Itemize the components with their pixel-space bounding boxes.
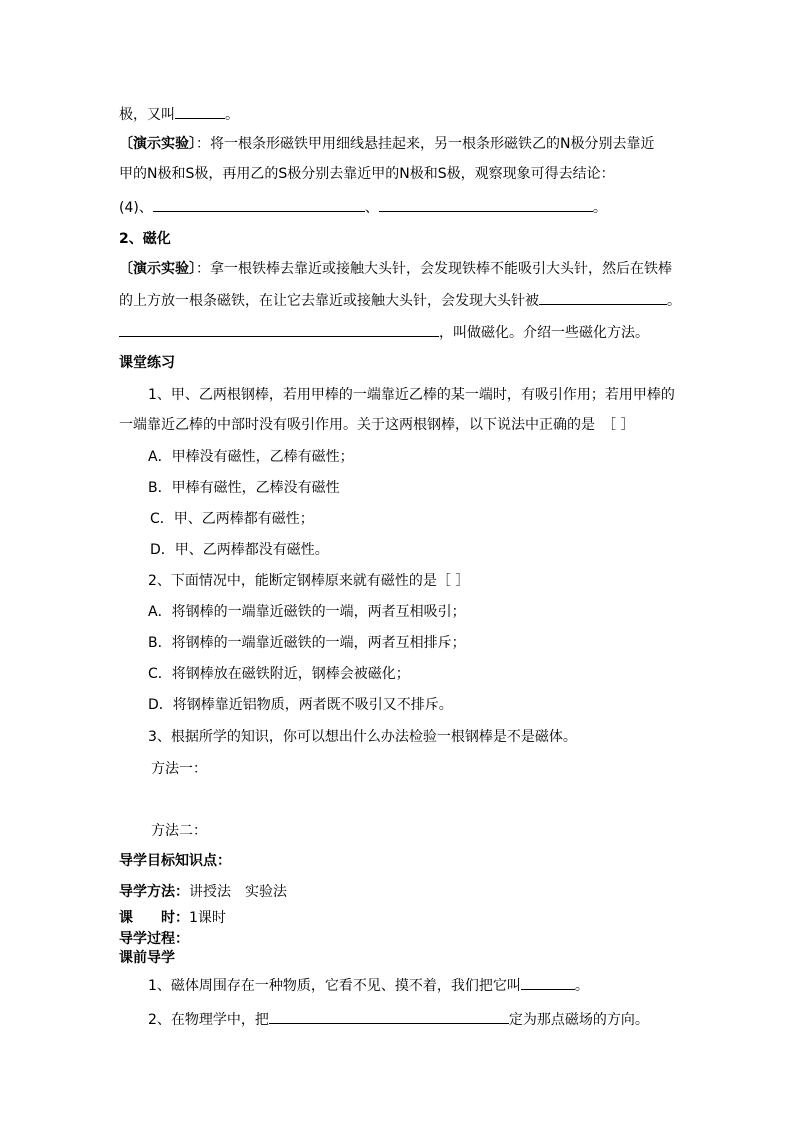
pre-class-label: 课前导学	[119, 950, 175, 966]
item-label: (4)、	[119, 200, 153, 216]
text-fragment: 、	[364, 200, 379, 216]
answer-blank[interactable]	[175, 104, 225, 119]
text-fragment: 。	[574, 978, 589, 994]
text-fragment: 1、磁体周围存在一种物质，它看不见、摸不着，我们把它叫	[148, 978, 521, 994]
text-fragment: ：拿一根铁棒去靠近或接触大头针，会发现铁棒不能吸引大头针，然后在铁棒	[196, 261, 672, 277]
answer-blank[interactable]	[379, 197, 593, 212]
text-line	[119, 164, 615, 184]
goal-label: 导学目标知识点：	[119, 853, 231, 869]
option-c: C．甲、乙两棒都有磁性；	[150, 511, 314, 527]
period-value: 1课时	[189, 910, 226, 926]
section-heading: 2、磁化	[119, 231, 171, 247]
question-text: 一端靠近乙棒的中部时没有吸引作用。关于这两根钢棒，以下说法中正确的是 ［ ］	[119, 417, 635, 433]
answer-blank[interactable]	[521, 975, 575, 990]
question-text: 2、下面情况中，能断定钢棒原来就有磁性的是［ ］	[148, 573, 470, 589]
text-line	[119, 322, 649, 343]
pre-question-1	[148, 975, 589, 996]
demo-experiment-line	[119, 134, 654, 154]
question-text: 3、根据所学的知识，你可以想出什么办法检验一根钢棒是不是磁体。	[148, 729, 577, 745]
text-fragment: 。	[667, 293, 681, 309]
answer-blank[interactable]	[539, 290, 667, 305]
item-4-line	[119, 197, 607, 218]
answer-blank[interactable]	[269, 1009, 509, 1024]
period-line	[119, 908, 226, 928]
pre-question-2	[148, 1009, 649, 1030]
method-value: 讲授法 实验法	[189, 884, 287, 900]
process-label: 导学过程：	[119, 931, 189, 947]
text-fragment: 。	[592, 200, 607, 216]
text-fragment: 的上方放一根条磁铁，在让它去靠近或接触大头针，会发现大头针被	[119, 293, 539, 309]
answer-blank[interactable]	[119, 322, 439, 337]
answer-blank[interactable]	[153, 197, 365, 212]
text-line	[119, 104, 239, 125]
text-fragment: 甲的N极和S极，再用乙的S极分别去靠近甲的N极和S极，观察现象可得去结论：	[119, 166, 615, 182]
method-line	[119, 882, 287, 902]
method-label: 导学方法：	[119, 884, 189, 900]
option-a: A．将钢棒的一端靠近磁铁的一端，两者互相吸引；	[148, 604, 466, 620]
option-d: D．甲、乙两棒都没有磁性。	[150, 542, 329, 558]
text-fragment: 极，又叫	[119, 107, 175, 123]
question-text: 1、甲、乙两根钢棒，若用甲棒的一端靠近乙棒的某一端时，有吸引作用；若用甲棒的	[148, 387, 675, 403]
option-a: A．甲棒没有磁性，乙棒有磁性；	[148, 449, 354, 465]
text-fragment: ：将一根条形磁铁甲用细线悬挂起来，另一根条形磁铁乙的N极分别去靠近	[196, 136, 655, 152]
demo-label: 〔演示实验〕	[119, 136, 196, 152]
text-fragment: ，叫做磁化。介绍一些磁化方法。	[439, 325, 649, 341]
option-d: D．将钢棒靠近铝物质，两者既不吸引又不排斥。	[148, 697, 453, 713]
option-b: B．将钢棒的一端靠近磁铁的一端，两者互相排斥；	[148, 635, 466, 651]
method-one-label: 方法一：	[151, 761, 207, 777]
text-fragment: 。	[225, 107, 239, 123]
text-fragment: 定为那点磁场的方向。	[508, 1012, 649, 1028]
text-fragment: 2、在物理学中，把	[148, 1012, 269, 1028]
period-label: 课 时：	[119, 910, 189, 926]
method-two-label: 方法二：	[151, 823, 207, 839]
demo-experiment-line	[119, 259, 672, 279]
demo-label: 〔演示实验〕	[119, 261, 196, 277]
text-line	[119, 290, 681, 311]
option-b: B．甲棒有磁性，乙棒没有磁性	[148, 480, 340, 496]
option-c: C．将钢棒放在磁铁附近，钢棒会被磁化；	[148, 666, 410, 682]
section-heading: 课堂练习	[119, 355, 175, 371]
